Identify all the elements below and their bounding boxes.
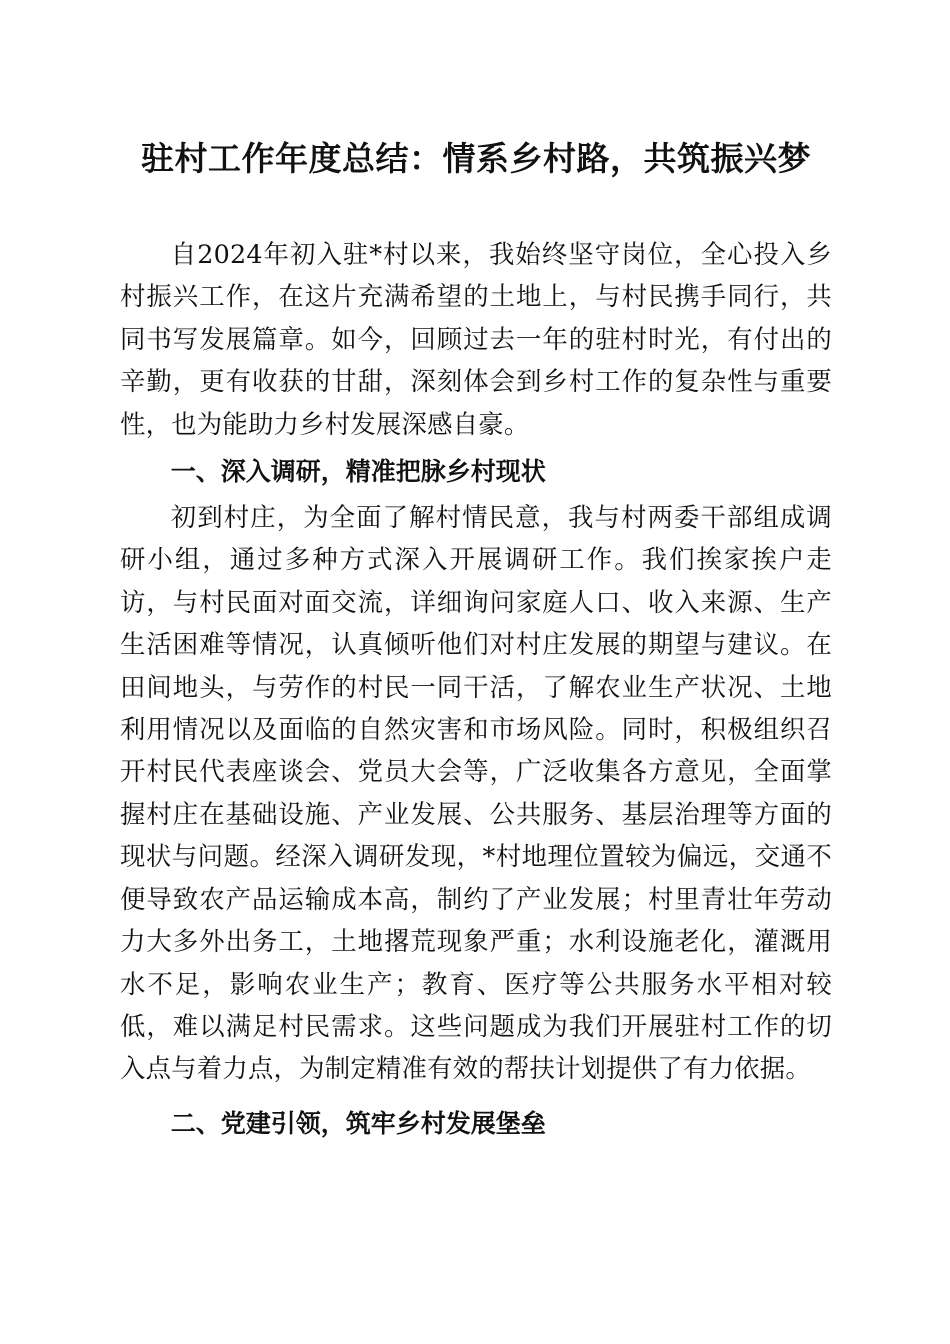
section-heading-2: 二、党建引领，筑牢乡村发展堡垒 bbox=[170, 1108, 546, 1138]
section-1-paragraph: 初到村庄，为全面了解村情民意，我与村两委干部组成调研小组，通过多种方式深入开展调研工作。我们挨家挨户走访，与村民面对面交流，详细询问家庭人口、收入来源、生产生活困难等情况，认真倾听他们对村庄发展的期望与建议。在田间地头，与劳作的村民一同干活，了解农业生产状况、土地利用情况以及面临的自然灾害和市场风险。同时，积极组织召开村民代表座谈会、党员大会等，广泛收集各方意见，全面掌握村庄在基础设施、产业发展、公共服务、基层治理等方面的现状与问题。经深入调研发现，*村地理位置较为偏远，交通不便导致农产品运输成本高，制约了产业发展；村里青壮年劳动力大多外出务工，土地撂荒现象严重；水利设施老化，灌溉用水不足，影响农业生产；教育、医疗等公共服务水平相对较低，难以满足村民需求。这些问题成为我们开展驻村工作的切入点与着力点，为制定精准有效的帮扶计划提供了有力依据。 bbox=[120, 502, 832, 1084]
document-page bbox=[120, 125, 832, 1148]
section-heading-1: 一、深入调研，精准把脉乡村现状 bbox=[170, 457, 546, 487]
intro-paragraph: 自2024年初入驻*村以来，我始终坚守岗位，全心投入乡村振兴工作，在这片充满希望的土地上，与村民携手同行，共同书写发展篇章。如今，回顾过去一年的驻村时光，有付出的辛勤，更有收获的甘甜，深刻体会到乡村工作的复杂性与重要性，也为能助力乡村发展深感自豪。 bbox=[120, 239, 832, 439]
document-title: 驻村工作年度总结：情系乡村路，共筑振兴梦 bbox=[141, 139, 811, 178]
title-spacer bbox=[120, 193, 832, 233]
